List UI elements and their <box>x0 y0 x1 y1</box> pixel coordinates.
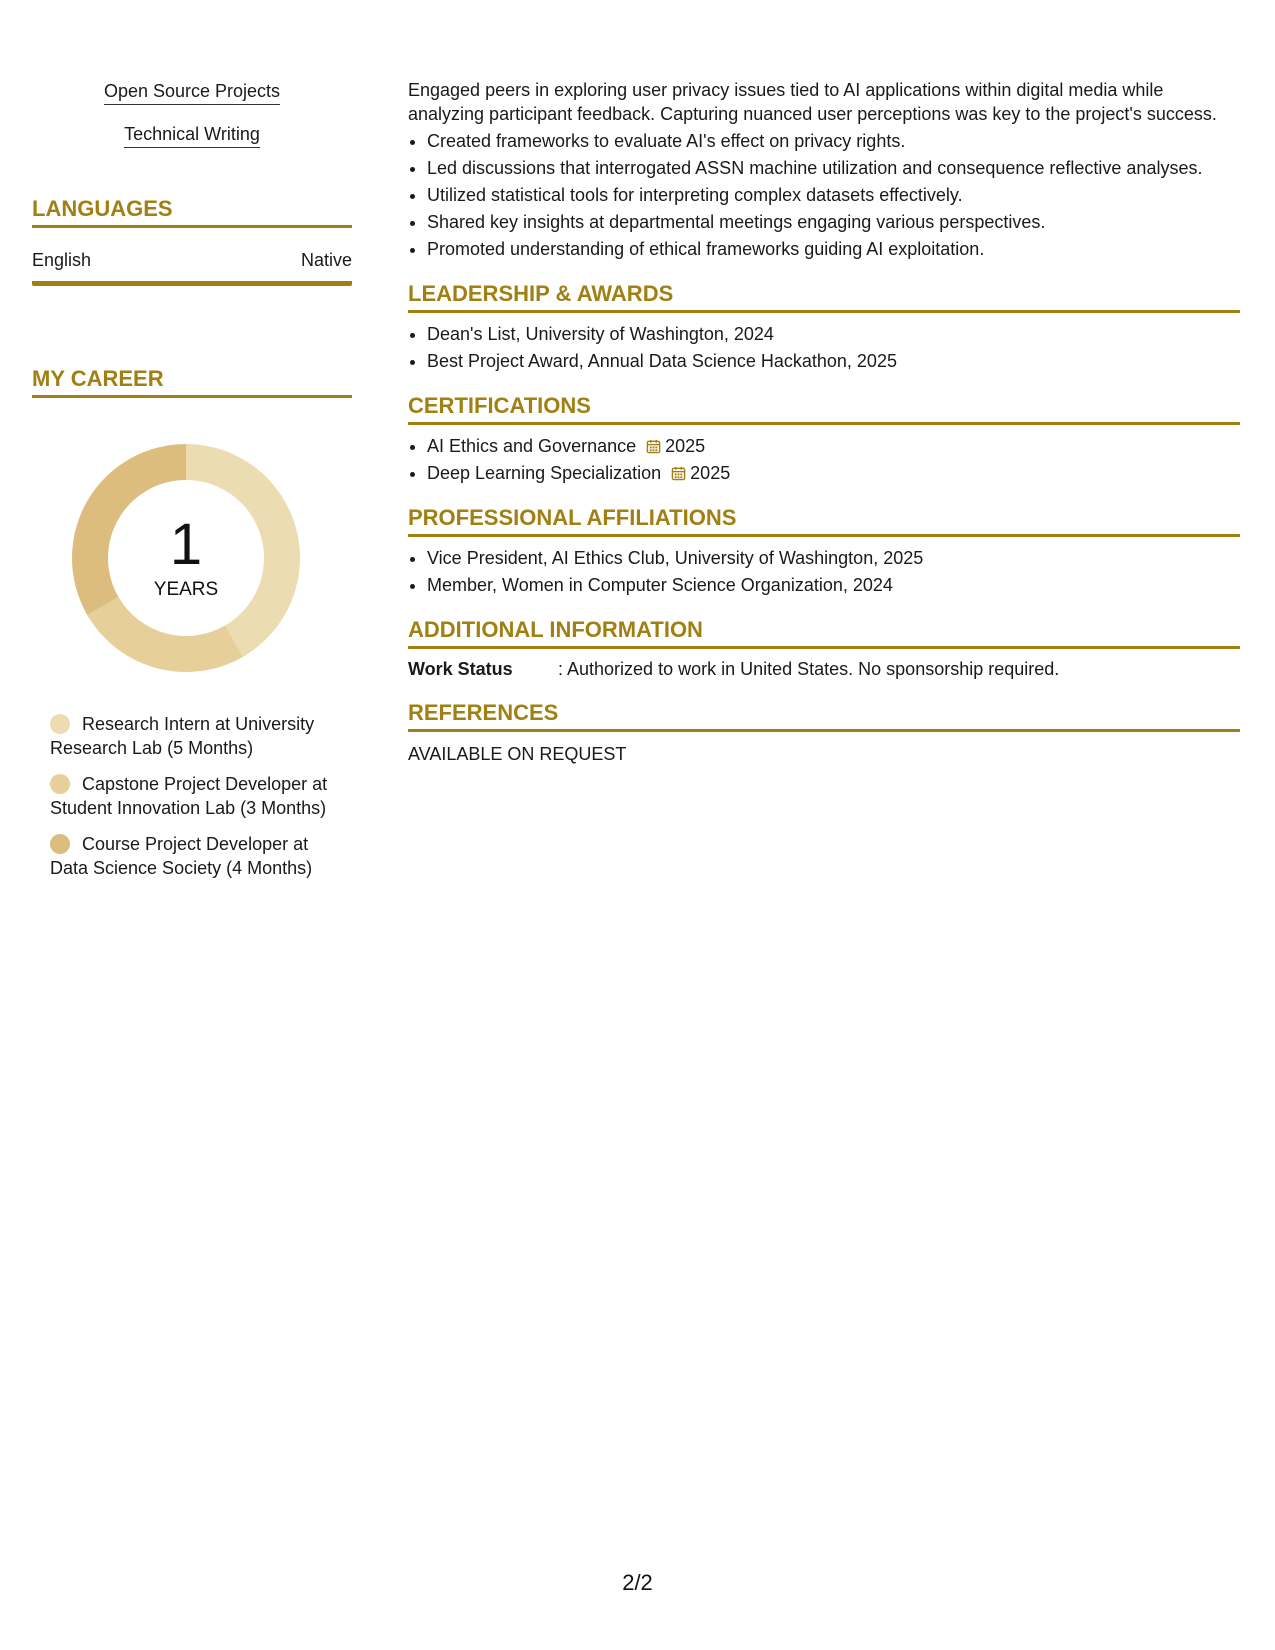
page-number: 2/2 <box>622 1570 653 1595</box>
experience-bullet: • Utilized statistical tools for interpreting complex datasets effectively. <box>427 183 1240 207</box>
certifications-list <box>408 434 1240 485</box>
interest-label: Open Source Projects <box>104 80 280 105</box>
languages-section <box>32 196 352 286</box>
leadership-item: • Best Project Award, Annual Data Science Hackathon, 2025 <box>427 349 1240 373</box>
work-status-row <box>408 659 1240 680</box>
certification-item <box>427 461 1240 485</box>
donut-center <box>66 438 306 678</box>
career-legend-item <box>50 712 330 760</box>
career-total-years: 1 <box>169 512 203 577</box>
affiliations-section <box>408 505 1240 597</box>
legend-dot <box>50 834 70 854</box>
career-legend-label: Capstone Project Developer at Student Innovation Lab (3 Months) <box>50 774 328 818</box>
languages-heading: LANGUAGES <box>32 196 352 228</box>
certification-item <box>427 434 1240 458</box>
leadership-item: • Dean's List, University of Washington, 2024 <box>427 322 1240 346</box>
leadership-list <box>408 322 1240 373</box>
experience-description: Engaged peers in exploring user privacy issues tied to AI applications within digital media while analyzing participant feedback. Capturing nuanced user perceptions was key to the project's success. <box>408 80 1217 124</box>
leadership-heading: LEADERSHIP & AWARDS <box>408 281 1240 313</box>
certification-year: 2025 <box>690 463 731 483</box>
career-legend <box>50 712 330 880</box>
certification-name: Deep Learning Specialization <box>427 463 662 483</box>
references-heading: REFERENCES <box>408 700 1240 732</box>
certification-name: AI Ethics and Governance <box>427 436 637 456</box>
work-status-label: Work Status <box>408 659 513 679</box>
additional-info-heading: ADDITIONAL INFORMATION <box>408 617 1240 649</box>
work-status-value: : Authorized to work in United States. No sponsorship required. <box>558 659 1060 679</box>
right-column <box>408 78 1240 765</box>
career-section <box>32 366 352 880</box>
language-name: English <box>32 250 92 270</box>
career-legend-item <box>50 832 330 880</box>
legend-dot <box>50 714 70 734</box>
references-text: AVAILABLE ON REQUEST <box>408 744 627 764</box>
affiliation-item: • Vice President, AI Ethics Club, University of Washington, 2025 <box>427 546 1240 570</box>
calendar-icon <box>646 439 661 454</box>
interest-item <box>32 80 352 105</box>
experience-bullet: • Shared key insights at departmental meetings engaging various perspectives. <box>427 210 1240 234</box>
career-heading: MY CAREER <box>32 366 352 398</box>
additional-info-section <box>408 617 1240 680</box>
career-total-unit: YEARS <box>153 579 219 600</box>
experience-bullet: • Created frameworks to evaluate AI's effect on privacy rights. <box>427 129 1240 153</box>
leadership-section <box>408 281 1240 373</box>
experience-bullet: • Promoted understanding of ethical frameworks guiding AI exploitation. <box>427 237 1240 261</box>
interest-item <box>32 123 352 148</box>
legend-dot <box>50 774 70 794</box>
career-legend-label: Course Project Developer at Data Science Society (4 Months) <box>50 834 313 878</box>
certifications-heading: CERTIFICATIONS <box>408 393 1240 425</box>
affiliations-heading: PROFESSIONAL AFFILIATIONS <box>408 505 1240 537</box>
experience-bullet: • Led discussions that interrogated ASSN machine utilization and consequence reflective analyses. <box>427 156 1240 180</box>
affiliations-list <box>408 546 1240 597</box>
career-legend-item <box>50 772 330 820</box>
left-column <box>32 80 352 892</box>
language-level: Native <box>300 250 352 270</box>
experience-bullets <box>408 129 1240 261</box>
certifications-section <box>408 393 1240 485</box>
affiliation-item: • Member, Women in Computer Science Organization, 2024 <box>427 573 1240 597</box>
certification-year: 2025 <box>665 436 706 456</box>
career-donut-chart <box>66 438 306 678</box>
career-legend-label: Research Intern at University Research Lab (5 Months) <box>50 714 315 758</box>
interest-label: Technical Writing <box>124 123 260 148</box>
language-row <box>32 250 352 286</box>
references-section <box>408 700 1240 765</box>
calendar-icon <box>671 466 686 481</box>
